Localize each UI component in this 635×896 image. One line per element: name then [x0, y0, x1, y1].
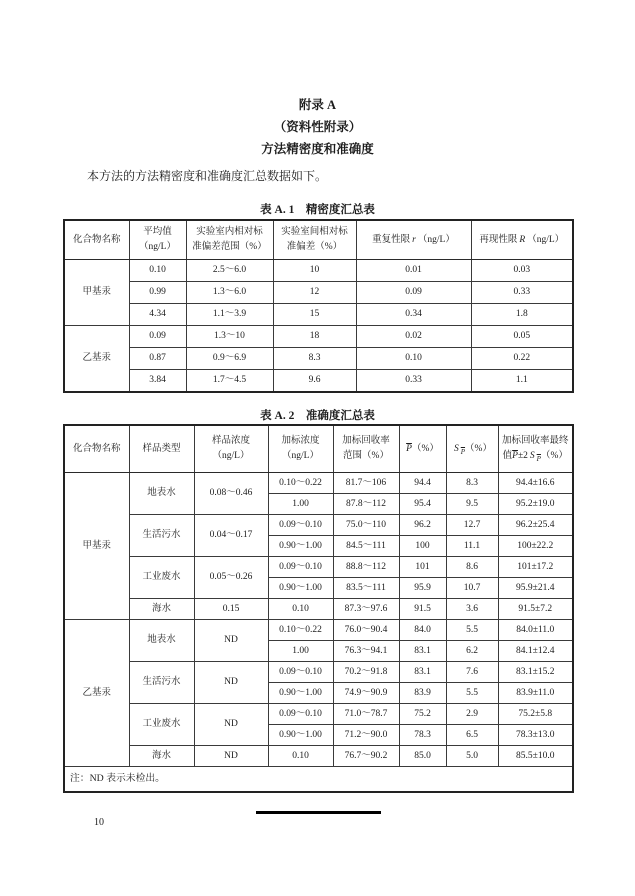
- symbol-s: S: [454, 443, 459, 454]
- table-cell: 100: [399, 536, 446, 557]
- table-cell: 0.01: [356, 260, 471, 282]
- table-cell: 84.0±11.0: [498, 620, 573, 641]
- sample-type-cell: 地表水: [129, 620, 194, 662]
- table-cell: 0.09～0.10: [268, 662, 333, 683]
- table-cell: 10.7: [446, 578, 498, 599]
- table-cell: 0.87: [129, 348, 186, 370]
- table-cell: 71.0～78.7: [333, 704, 399, 725]
- table-cell: 2.9: [446, 704, 498, 725]
- table-cell: 3.84: [129, 370, 186, 393]
- table-cell: 0.10: [268, 599, 333, 620]
- sample-conc-cell: ND: [194, 746, 268, 767]
- table-row: [64, 620, 573, 641]
- table-cell: 3.6: [446, 599, 498, 620]
- table-cell: 91.5±7.2: [498, 599, 573, 620]
- table-cell: 1.3～10: [186, 326, 273, 348]
- table-cell: 0.09～0.10: [268, 557, 333, 578]
- table-cell: 0.10: [129, 260, 186, 282]
- table-row: [64, 746, 573, 767]
- table-cell: 0.10: [356, 348, 471, 370]
- symbol-p-bar: $\overline{P}$: [406, 443, 412, 454]
- t2-header-final-recovery: 加标回收率最终 值$\overline{P}\pm 2$ S $_{\overline{P}}$（%）: [498, 425, 573, 473]
- table-cell: 0.09～0.10: [268, 704, 333, 725]
- table-cell: 0.34: [356, 304, 471, 326]
- compound-cell: 甲基汞: [64, 473, 129, 620]
- table-cell: 83.9±11.0: [498, 683, 573, 704]
- table-row: [64, 370, 573, 393]
- table-cell: 0.90～1.00: [268, 725, 333, 746]
- t1-header-intra-rsd: 实验室内相对标 准偏差范围（%）: [186, 220, 273, 260]
- table-cell: 1.8: [471, 304, 573, 326]
- table-cell: 5.5: [446, 620, 498, 641]
- table-cell: 9.6: [273, 370, 356, 393]
- t2-header-sd: S $_{\overline{P}}$（%）: [446, 425, 498, 473]
- table-cell: 76.0～90.4: [333, 620, 399, 641]
- sample-type-cell: 工业废水: [129, 704, 194, 746]
- t2-header-compound: 化合物名称: [64, 425, 129, 473]
- symbol-r: r: [412, 234, 416, 245]
- page-number: 10: [94, 817, 104, 828]
- sample-type-cell: 生活污水: [129, 515, 194, 557]
- table-cell: 84.1±12.4: [498, 641, 573, 662]
- table-cell: 95.2±19.0: [498, 494, 573, 515]
- sample-conc-cell: 0.04～0.17: [194, 515, 268, 557]
- sample-conc-cell: ND: [194, 620, 268, 662]
- table-cell: 6.5: [446, 725, 498, 746]
- table-cell: 94.4±16.6: [498, 473, 573, 494]
- table-cell: 76.7～90.2: [333, 746, 399, 767]
- table-cell: 83.1±15.2: [498, 662, 573, 683]
- table-cell: 83.1: [399, 641, 446, 662]
- table-cell: 81.7～106: [333, 473, 399, 494]
- table-cell: 0.09～0.10: [268, 515, 333, 536]
- sample-conc-cell: 0.15: [194, 599, 268, 620]
- table-cell: 95.9: [399, 578, 446, 599]
- table-cell: 76.3～94.1: [333, 641, 399, 662]
- table-cell: 75.0～110: [333, 515, 399, 536]
- table-cell: 0.03: [471, 260, 573, 282]
- compound-cell: 乙基汞: [64, 620, 129, 767]
- table-cell: 18: [273, 326, 356, 348]
- table-row: [64, 599, 573, 620]
- table-cell: 83.1: [399, 662, 446, 683]
- table-a1-caption: 表 A. 1 精密度汇总表: [260, 204, 375, 216]
- footer-rule: [256, 811, 381, 814]
- table-cell: 11.1: [446, 536, 498, 557]
- precision-table: [63, 219, 574, 393]
- symbol-R: R: [519, 234, 526, 245]
- compound-cell: 甲基汞: [64, 260, 129, 326]
- table-cell: 75.2: [399, 704, 446, 725]
- symbol-p-bar: P: [460, 447, 466, 456]
- t1-header-reproducibility: 再现性限 R （ng/L）: [471, 220, 573, 260]
- appendix-headings: [0, 94, 635, 160]
- table-cell: 0.05: [471, 326, 573, 348]
- table-cell: 0.90～1.00: [268, 578, 333, 599]
- table-cell: 0.90～1.00: [268, 683, 333, 704]
- table-row: [64, 304, 573, 326]
- sample-type-cell: 地表水: [129, 473, 194, 515]
- table-cell: 0.10: [268, 746, 333, 767]
- table-cell: 91.5: [399, 599, 446, 620]
- table-cell: 95.4: [399, 494, 446, 515]
- table-row: [64, 348, 573, 370]
- table-cell: 0.33: [356, 370, 471, 393]
- table-cell: 0.09: [129, 326, 186, 348]
- table-row: [64, 515, 573, 536]
- table-cell: 9.5: [446, 494, 498, 515]
- table-cell: 1.00: [268, 494, 333, 515]
- sample-type-cell: 海水: [129, 599, 194, 620]
- table-cell: 1.3～6.0: [186, 282, 273, 304]
- table-cell: 101±17.2: [498, 557, 573, 578]
- sample-type-cell: 海水: [129, 746, 194, 767]
- table-cell: 83.5～111: [333, 578, 399, 599]
- table-cell: 88.8～112: [333, 557, 399, 578]
- table-cell: 7.6: [446, 662, 498, 683]
- table-cell: 8.3: [446, 473, 498, 494]
- sample-conc-cell: ND: [194, 704, 268, 746]
- table-row: [64, 473, 573, 494]
- table-cell: 75.2±5.8: [498, 704, 573, 725]
- table-cell: 96.2±25.4: [498, 515, 573, 536]
- table-cell: 0.02: [356, 326, 471, 348]
- t1-header-repeatability: 重复性限 r （ng/L）: [356, 220, 471, 260]
- table-cell: 71.2～90.0: [333, 725, 399, 746]
- sample-type-cell: 生活污水: [129, 662, 194, 704]
- t2-header-sample-type: 样品类型: [129, 425, 194, 473]
- table-cell: 2.5～6.0: [186, 260, 273, 282]
- table-cell: 78.3±13.0: [498, 725, 573, 746]
- symbol-p-bar: $\overline{P}$: [512, 451, 518, 461]
- appendix-title: 附录 A: [298, 98, 337, 112]
- table-cell: 10: [273, 260, 356, 282]
- table-cell: 70.2～91.8: [333, 662, 399, 683]
- t2-header-recovery-range: 加标回收率 范围（%）: [333, 425, 399, 473]
- table-cell: 0.09: [356, 282, 471, 304]
- t2-header-mean-recovery: $\overline{P}(\%)$: [399, 425, 446, 473]
- table-cell: 94.4: [399, 473, 446, 494]
- compound-cell: 乙基汞: [64, 326, 129, 393]
- t2-header-sample-conc: 样品浓度 （ng/L）: [194, 425, 268, 473]
- symbol-s: S: [529, 451, 535, 461]
- table-cell: 0.10～0.22: [268, 473, 333, 494]
- table-cell: 1.00: [268, 641, 333, 662]
- table-cell: 87.3～97.6: [333, 599, 399, 620]
- sample-type-cell: 工业废水: [129, 557, 194, 599]
- table-row: [64, 557, 573, 578]
- table-row: [64, 662, 573, 683]
- table-cell: 1.1: [471, 370, 573, 393]
- table-cell: 78.3: [399, 725, 446, 746]
- table-row: [64, 260, 573, 282]
- table-cell: 85.0: [399, 746, 446, 767]
- sample-conc-cell: ND: [194, 662, 268, 704]
- t1-header-inter-rsd: 实验室间相对标 准偏差（%）: [273, 220, 356, 260]
- table-row: [64, 282, 573, 304]
- table-cell: 6.2: [446, 641, 498, 662]
- table-cell: 0.22: [471, 348, 573, 370]
- table-cell: 0.99: [129, 282, 186, 304]
- t1-header-mean: 平均值 （ng/L）: [129, 220, 186, 260]
- table-cell: 84.0: [399, 620, 446, 641]
- table-row: [64, 704, 573, 725]
- table-cell: 1.1～3.9: [186, 304, 273, 326]
- table-cell: 95.9±21.4: [498, 578, 573, 599]
- table-cell: 83.9: [399, 683, 446, 704]
- table-cell: 0.9～6.9: [186, 348, 273, 370]
- table-cell: 4.34: [129, 304, 186, 326]
- table-cell: 0.90～1.00: [268, 536, 333, 557]
- table-cell: 101: [399, 557, 446, 578]
- appendix-heading: 方法精密度和准确度: [261, 142, 374, 156]
- table-note: 注：ND 表示未检出。: [64, 767, 573, 793]
- table-cell: 0.33: [471, 282, 573, 304]
- table-cell: 100±22.2: [498, 536, 573, 557]
- table-cell: 15: [273, 304, 356, 326]
- table-cell: 0.10～0.22: [268, 620, 333, 641]
- table-cell: 5.5: [446, 683, 498, 704]
- appendix-subtitle: （资料性附录）: [273, 120, 362, 134]
- intro-paragraph: 本方法的方法精密度和准确度汇总数据如下。: [87, 169, 328, 183]
- table-row: [64, 326, 573, 348]
- table-cell: 96.2: [399, 515, 446, 536]
- table-cell: 8.6: [446, 557, 498, 578]
- table-cell: 74.9～90.9: [333, 683, 399, 704]
- table-cell: 12: [273, 282, 356, 304]
- table-cell: 12.7: [446, 515, 498, 536]
- table-cell: 84.5～111: [333, 536, 399, 557]
- accuracy-table: [63, 424, 574, 793]
- table-a2-caption: 表 A. 2 准确度汇总表: [260, 410, 375, 422]
- table-cell: 87.8～112: [333, 494, 399, 515]
- t2-header-spike-conc: 加标浓度 （ng/L）: [268, 425, 333, 473]
- table-cell: 5.0: [446, 746, 498, 767]
- t1-header-compound: 化合物名称: [64, 220, 129, 260]
- table-note-row: [64, 767, 573, 793]
- table-cell: 85.5±10.0: [498, 746, 573, 767]
- table-cell: 8.3: [273, 348, 356, 370]
- table-cell: 1.7～4.5: [186, 370, 273, 393]
- sample-conc-cell: 0.05～0.26: [194, 557, 268, 599]
- symbol-p-bar: P: [536, 454, 541, 463]
- sample-conc-cell: 0.08～0.46: [194, 473, 268, 515]
